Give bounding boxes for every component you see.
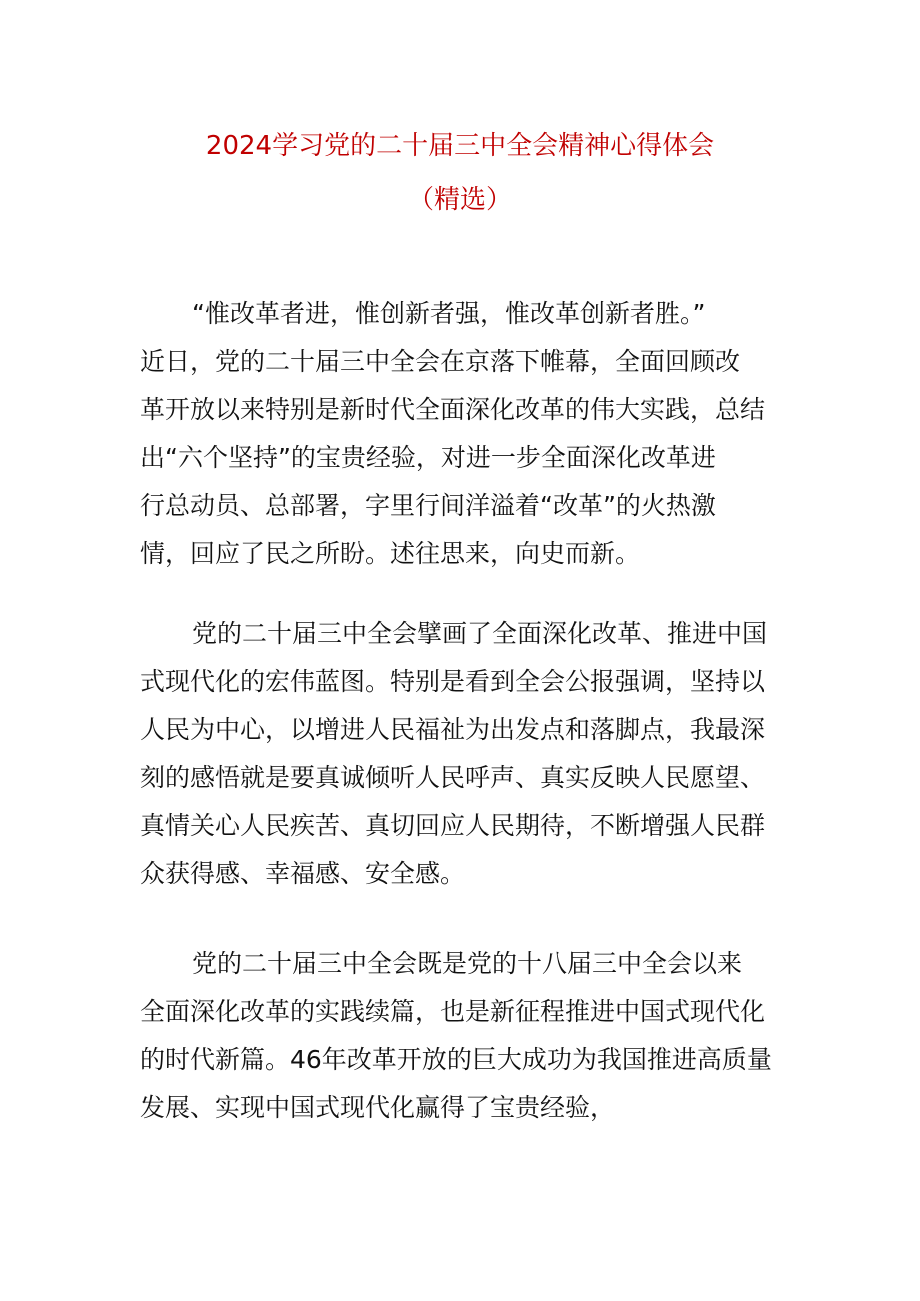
paragraph-line: 发展、实现中国式现代化赢得了宝贵经验， — [140, 1093, 616, 1122]
document-subtitle: （精选） — [407, 185, 512, 215]
paragraph-line: 的时代新篇。46年改革开放的巨大成功为我国推进高质量 — [140, 1045, 772, 1074]
paragraph-line: 式现代化的宏伟蓝图。特别是看到全会公报强调，坚持以 — [140, 667, 766, 696]
paragraph-line: 情，回应了民之所盼。述往思来，向史而新。 — [140, 539, 641, 568]
paragraph-line: 刻的感悟就是要真诚倾听人民呼声、真实反映人民愿望、 — [140, 763, 766, 792]
paragraph-line: 党的二十届三中全会既是党的十八届三中全会以来 — [192, 949, 743, 978]
paragraph-line: 全面深化改革的实践续篇，也是新征程推进中国式现代化 — [140, 997, 766, 1026]
paragraph-line: 众获得感、幸福感、安全感。 — [140, 859, 466, 888]
paragraph-1 — [140, 290, 800, 578]
paragraph-line: 行总动员、总部署，字里行间洋溢着“改革”的火热激 — [140, 491, 716, 520]
paragraph-line: 真情关心人民疾苦、真切回应人民期待，不断增强人民群 — [140, 811, 766, 840]
paragraph-line: “惟改革者进，惟创新者强，惟改革创新者胜。” — [192, 299, 706, 328]
paragraph-3 — [140, 940, 800, 1132]
document-title: 2024学习党的二十届三中全会精神心得体会 — [205, 131, 715, 161]
paragraph-line: 人民为中心，以增进人民福祉为出发点和落脚点，我最深 — [140, 715, 766, 744]
paragraph-2 — [140, 610, 800, 898]
paragraph-line: 出“六个坚持”的宝贵经验，对进一步全面深化改革进 — [140, 443, 716, 472]
paragraph-line: 党的二十届三中全会擘画了全面深化改革、推进中国 — [192, 619, 768, 648]
paragraph-line: 革开放以来特别是新时代全面深化改革的伟大实践，总结 — [140, 395, 766, 424]
paragraph-line: 近日，党的二十届三中全会在京落下帷幕，全面回顾改 — [140, 347, 741, 376]
